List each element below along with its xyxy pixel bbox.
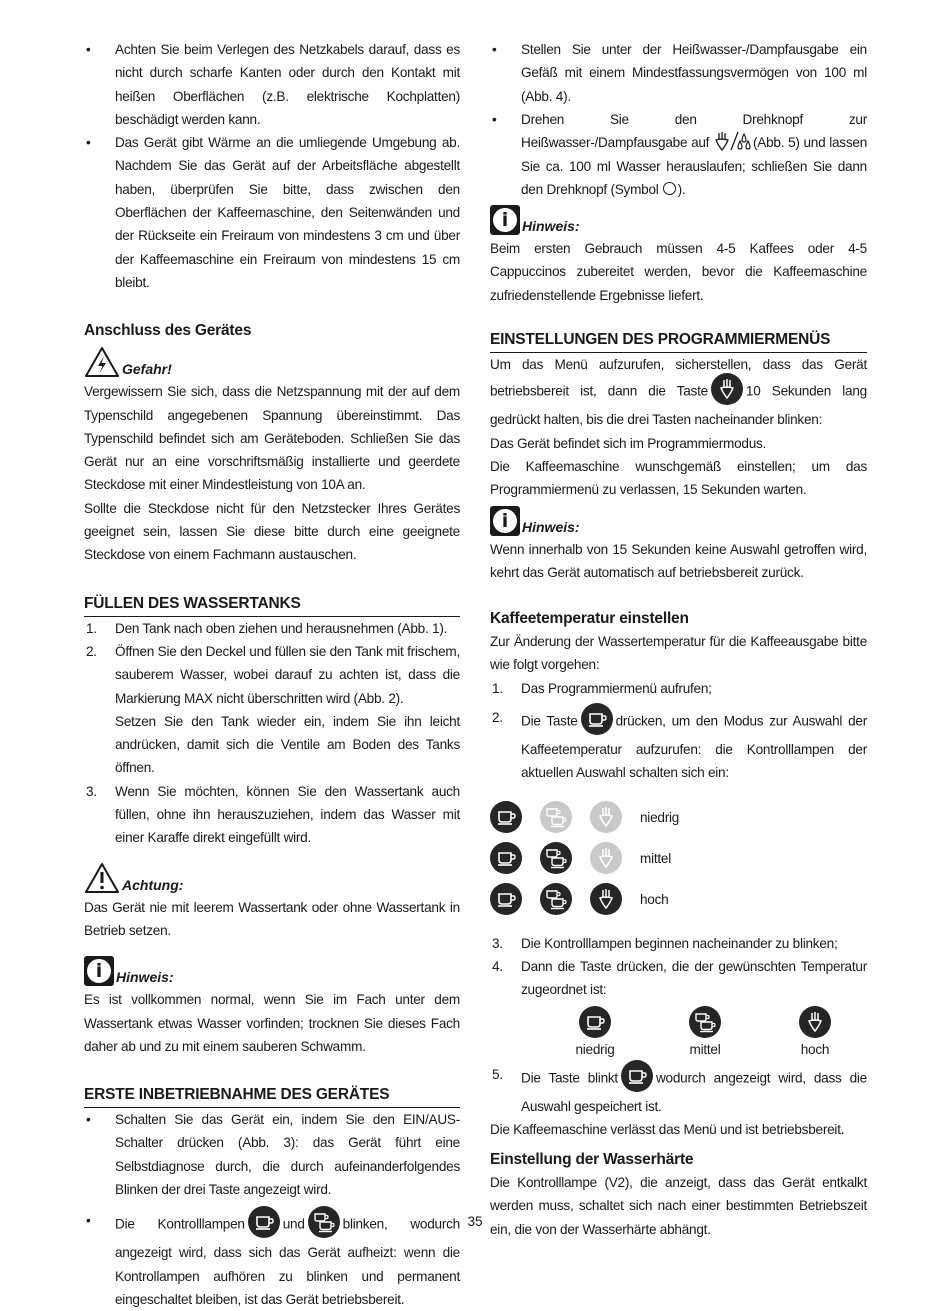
achtung-note-header <box>84 860 460 894</box>
temp-label: mittel <box>640 850 671 866</box>
select-label: niedrig <box>575 1041 615 1057</box>
coffee-cup-icon <box>579 1006 611 1038</box>
page-number: 35 <box>467 1214 483 1229</box>
bullet-mark: • <box>492 42 497 57</box>
list-item: • Achten Sie beim Verlegen des Netzkabels darauf, dass es nicht durch scharfe Kanten oder durch den Kontakt mit heißen Oberflächen (z.B. elektrische Kochplatten) beschädigt werden kann. <box>84 38 460 131</box>
intro-bullets <box>84 38 460 294</box>
caution-warning-icon <box>84 862 120 894</box>
lamp-two-cups-icon <box>540 801 572 833</box>
achtung-label: Achtung: <box>122 876 184 893</box>
list-item: 1. Das Programmiermenü aufrufen; <box>490 677 867 700</box>
list-item: 2. Öffnen Sie den Deckel und füllen sie den Tank mit frischem, sauberem Wasser, wobei darauf zu achten ist, dass die Markierung MAX nicht überschritten wird (Abb. 2). Setzen Sie den Tank wieder ein, indem Sie ihn leicht andrücken, damit sich die Ventile am Boden des Tanks öffnen. <box>84 640 460 780</box>
hinweis-label: Hinweis: <box>522 218 580 235</box>
select-hoch <box>785 1006 845 1057</box>
info-icon <box>490 506 520 536</box>
fuellen-steps <box>84 617 460 850</box>
select-label: mittel <box>689 1041 721 1057</box>
temp-row-hoch <box>490 879 867 920</box>
erste-bullets <box>84 1108 460 1311</box>
temp-label: hoch <box>640 891 669 907</box>
kaffeetemperatur-step5 <box>490 1063 867 1118</box>
step-number: 3. <box>86 783 97 799</box>
kaffeetemperatur-steps-cont <box>490 932 867 1002</box>
erste-heading: ERSTE INBETRIEBNAHME DES GERÄTES <box>84 1084 460 1108</box>
info-icon <box>84 956 114 986</box>
list-item: 2. Die Taste drücken, um den Modus zur Auswahl der Kaffeetemperatur aufzurufen: die Kontrolllampen der aktuellen Auswahl schalten sich ein: <box>490 706 867 785</box>
lamp-two-cups-icon <box>540 883 572 915</box>
kaffeetemperatur-steps <box>490 677 867 785</box>
hinweis-label: Hinweis: <box>116 969 174 986</box>
info-icon <box>490 205 520 235</box>
temperature-indicator-table <box>490 797 867 920</box>
wasserhaerte-heading: Einstellung der Wasserhärte <box>490 1151 694 1169</box>
step-number: 5. <box>492 1066 503 1082</box>
list-item: 3. Die Kontrolllampen beginnen nacheinander zu blinken; <box>490 932 867 955</box>
list-item: 3. Wenn Sie möchten, können Sie den Wassertank auch füllen, ohne ihn herauszuziehen, indem das Wasser mit einer Karaffe direkt eingefüllt wird. <box>84 780 460 850</box>
gefahr-label: Gefahr! <box>122 361 172 378</box>
lamp-cup-icon <box>490 801 522 833</box>
hinweis1-note-header <box>490 201 867 235</box>
list-item: • Schalten Sie das Gerät ein, indem Sie den EIN/AUS-Schalter drücken (Abb. 3): das Gerät führt eine Selbstdiagnose durch, die durch aufeinanderfolgendes Blinken der drei Taste angezeigt wird. <box>84 1108 460 1201</box>
list-item: 4. Dann die Taste drücken, die der gewünschten Temperatur zugeordnet ist: <box>490 955 867 1002</box>
gefahr-text-2: Sollte die Steckdose nicht für den Netzstecker Ihres Gerätes geeignet sein, lassen Sie diese bitte durch eine geeignete Steckdose von einem Fachmann austauschen. <box>84 500 460 563</box>
lamp-steam-icon <box>590 801 622 833</box>
list-item: 5. Die Taste blinkt wodurch angezeigt wird, dass die Auswahl gespeichert ist. <box>490 1063 867 1118</box>
bullet-mark: • <box>86 1112 91 1128</box>
wasserhaerte-text: Die Kontrolllampe (V2), die anzeigt, dass das Gerät entkalkt werden muss, schaltet sich nach einer bestimmten Betriebszeit ein, die von der Wasserhärte abhängt. <box>490 1175 867 1237</box>
coffee-cup-icon <box>621 1060 653 1092</box>
kaffeetemperatur-heading: Kaffeetemperatur einstellen <box>490 610 689 628</box>
temp-label: niedrig <box>640 809 680 825</box>
hinweis2-note-header <box>490 502 867 536</box>
list-item: • Die Kontrolllampen und blinken, wodurch angezeigt wird, dass sich das Gerät aufheizt: wenn die Kontrollampen aufhören zu blinken und permanent eingeschaltet bleiben, ist das Gerät betriebsbereit. <box>84 1209 460 1311</box>
list-item: • Drehen Sie den Drehknopf zur Heißwasser-/Dampfausgabe auf (Abb. 5) und lassen Sie ca. 100 ml Wasser herauslaufen; schließen Sie dann den Drehknopf (Symbol ). <box>490 108 867 201</box>
select-mittel <box>675 1006 735 1057</box>
temp-row-niedrig <box>490 797 867 838</box>
left-column <box>84 38 460 1311</box>
achtung-text: Das Gerät nie mit leerem Wassertank oder ohne Wassertank in Betrieb setzen. <box>84 899 460 938</box>
hinweis2-text: Wenn innerhalb von 15 Sekunden keine Auswahl getroffen wird, kehrt das Gerät automatisch auf betriebsbereit zurück. <box>490 541 867 580</box>
lamp-cup-icon <box>490 883 522 915</box>
bullet-mark: • <box>86 1213 91 1229</box>
einstellungen-text: Um das Menü aufzurufen, sicherstellen, dass das Gerät betriebsbereit ist, dann die Taste 10 Sekunden lang gedrückt halten, bis die drei Tasten nacheinander blinken: <box>490 357 867 428</box>
lamp-cup-icon <box>490 842 522 874</box>
hinweis-note-header <box>84 952 460 986</box>
einstellungen-text-2: Das Gerät befindet sich im Programmiermodus. <box>490 435 767 451</box>
step-number: 4. <box>492 958 503 974</box>
steam-button-icon <box>799 1006 831 1038</box>
bullet-mark: • <box>86 135 91 151</box>
step-number: 1. <box>492 680 503 696</box>
list-item: 1. Den Tank nach oben ziehen und herausnehmen (Abb. 1). <box>84 617 460 640</box>
einstellungen-text-3: Die Kaffeemaschine wunschgemäß einstellen; um das Programmiermenü zu verlassen, 15 Sekunden warten. <box>490 458 867 498</box>
select-niedrig <box>565 1006 625 1057</box>
anschluss-heading: Anschluss des Gerätes <box>84 322 252 340</box>
lamp-two-cups-icon <box>540 842 572 874</box>
lamp-steam-icon <box>590 842 622 874</box>
danger-warning-icon <box>84 346 120 378</box>
off-circle-icon <box>663 182 676 195</box>
bullet-mark: • <box>492 111 497 127</box>
coffee-cup-icon <box>581 703 613 735</box>
step-number: 2. <box>86 643 97 659</box>
kaffeetemperatur-end: Die Kaffeemaschine verlässt das Menü und ist betriebsbereit. <box>490 1121 845 1137</box>
step-number: 1. <box>86 620 97 636</box>
gefahr-text: Vergewissern Sie sich, dass die Netzspannung mit der auf dem Typenschild angegebenen Spannung übereinstimmt. Das Typenschild befindet sich am Geräteboden. Schließen Sie das Gerät nur an eine vorschriftsmäßig installierte und geerdete Steckdose mit einer Mindestleistung von 10A an. <box>84 384 460 493</box>
step-number: 3. <box>492 935 503 951</box>
steam-button-icon <box>711 373 743 405</box>
temperature-selection-buttons <box>565 1006 845 1057</box>
hinweis-text: Es ist vollkommen normal, wenn Sie im Fach unter dem Wassertank etwas Wasser vorfinden; trocknen Sie dieses Fach daher ab und zu mit einem sauberen Schwamm. <box>84 992 460 1054</box>
steam-hot-water-icon <box>713 130 753 152</box>
select-label: hoch <box>800 1041 830 1057</box>
list-item: • Das Gerät gibt Wärme an die umliegende Umgebung ab. Nachdem Sie das Gerät auf der Arbeitsfläche abgestellt haben, überprüfen Sie bitte, dass zwischen den Oberflächen der Kaffeemaschine, den Seitenwänden und der Rückseite ein Freiraum von mindestens 3 cm und über der Kaffeemaschine ein Freiraum von mindestens 15 cm bleibt. <box>84 131 460 294</box>
lamp-steam-icon <box>590 883 622 915</box>
step-number: 2. <box>492 710 503 726</box>
gefahr-note-header <box>84 342 460 378</box>
hinweis1-text: Beim ersten Gebrauch müssen 4-5 Kaffees oder 4-5 Cappuccinos zubereitet werden, bevor die Kaffeemaschine zufriedenstellende Ergebnisse liefert. <box>490 241 867 303</box>
kaffeetemperatur-intro: Zur Änderung der Wassertemperatur für die Kaffeeausgabe bitte wie folgt vorgehen: <box>490 634 867 673</box>
two-cups-icon <box>689 1006 721 1038</box>
right-column <box>490 38 867 1241</box>
top-bullets <box>490 38 867 201</box>
bullet-mark: • <box>86 42 91 57</box>
einstellungen-heading: EINSTELLUNGEN DES PROGRAMMIERMENÜS <box>490 329 867 353</box>
list-item: • Stellen Sie unter der Heißwasser-/Dampfausgabe ein Gefäß mit einem Mindestfassungsvermögen von 100 ml (Abb. 4). <box>490 38 867 108</box>
hinweis-label: Hinweis: <box>522 518 580 535</box>
temp-row-mittel <box>490 838 867 879</box>
fuellen-heading: FÜLLEN DES WASSERTANKS <box>84 593 460 617</box>
